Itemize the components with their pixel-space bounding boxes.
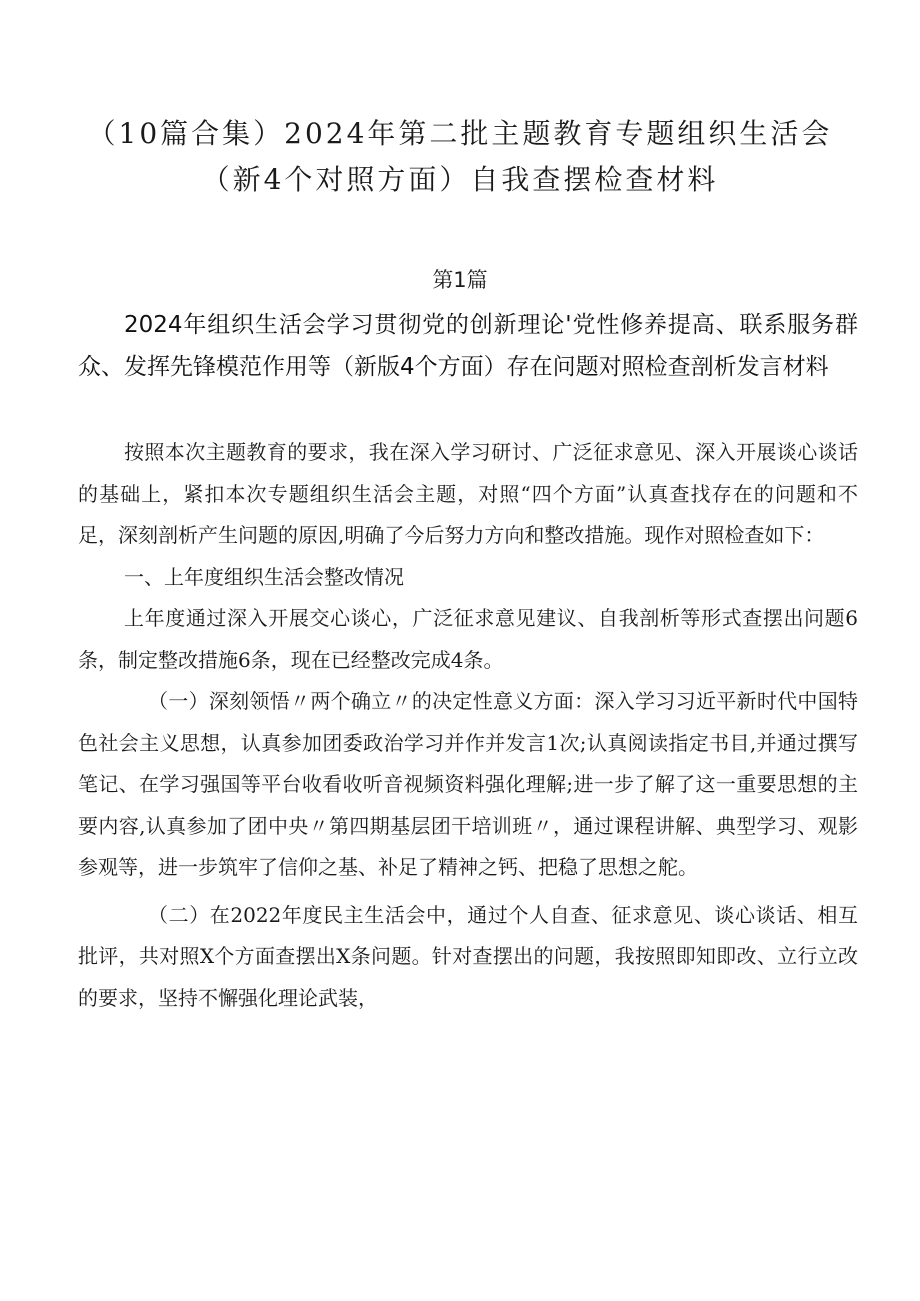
article-subtitle: 2024年组织生活会学习贯彻党的创新理论'党性修养提高、联系服务群众、发挥先锋模范作用等（新版4个方面）存在问题对照检查剖析发言材料	[78, 312, 858, 380]
paragraph-intro: 按照本次主题教育的要求，我在深入学习研讨、广泛征求意见、深入开展谈心谈话的基础上，紧扣本次专题组织生活会主题，对照“四个方面”认真查找存在的问题和不足，深刻剖析产生问题的原因,明确了今后努力方向和整改措施。现作对照检查如下：	[78, 440, 858, 547]
section-heading: 一、上年度组织生活会整改情况	[124, 564, 404, 589]
article-number: 第1篇	[432, 268, 488, 292]
document-body	[78, 432, 858, 1019]
paragraph-item-1: （一）深刻领悟〃两个确立〃的决定性意义方面：深入学习习近平新时代中国特色社会主义思想，认真参加团委政治学习并作并发言1次;认真阅读指定书目,并通过撰写笔记、在学习强国等平台收看收听音视频资料强化理解;进一步了解了这一重要思想的主要内容,认真参加了团中央〃第四期基层团干培训班〃，通过课程讲解、典型学习、观影参观等，进一步筑牢了信仰之基、补足了精神之钙、把稳了思想之舵。	[78, 689, 858, 879]
paragraph-summary: 上年度通过深入开展交心谈心，广泛征求意见建议、自我剖析等形式查摆出问题6条，制定整改措施6条，现在已经整改完成4条。	[78, 606, 858, 672]
paragraph-item-2: （二）在2022年度民主生活会中，通过个人自查、征求意见、谈心谈话、相互批评，共对照X个方面查摆出X条问题。针对查摆出的问题，我按照即知即改、立行立改的要求，坚持不懈强化理论武装，	[78, 902, 858, 1010]
document-title-line-2: （新4个对照方面）自我查摆检查材料	[201, 163, 719, 196]
document-title-line-1: （10篇合集）2024年第二批主题教育专题组织生活会	[87, 117, 833, 150]
